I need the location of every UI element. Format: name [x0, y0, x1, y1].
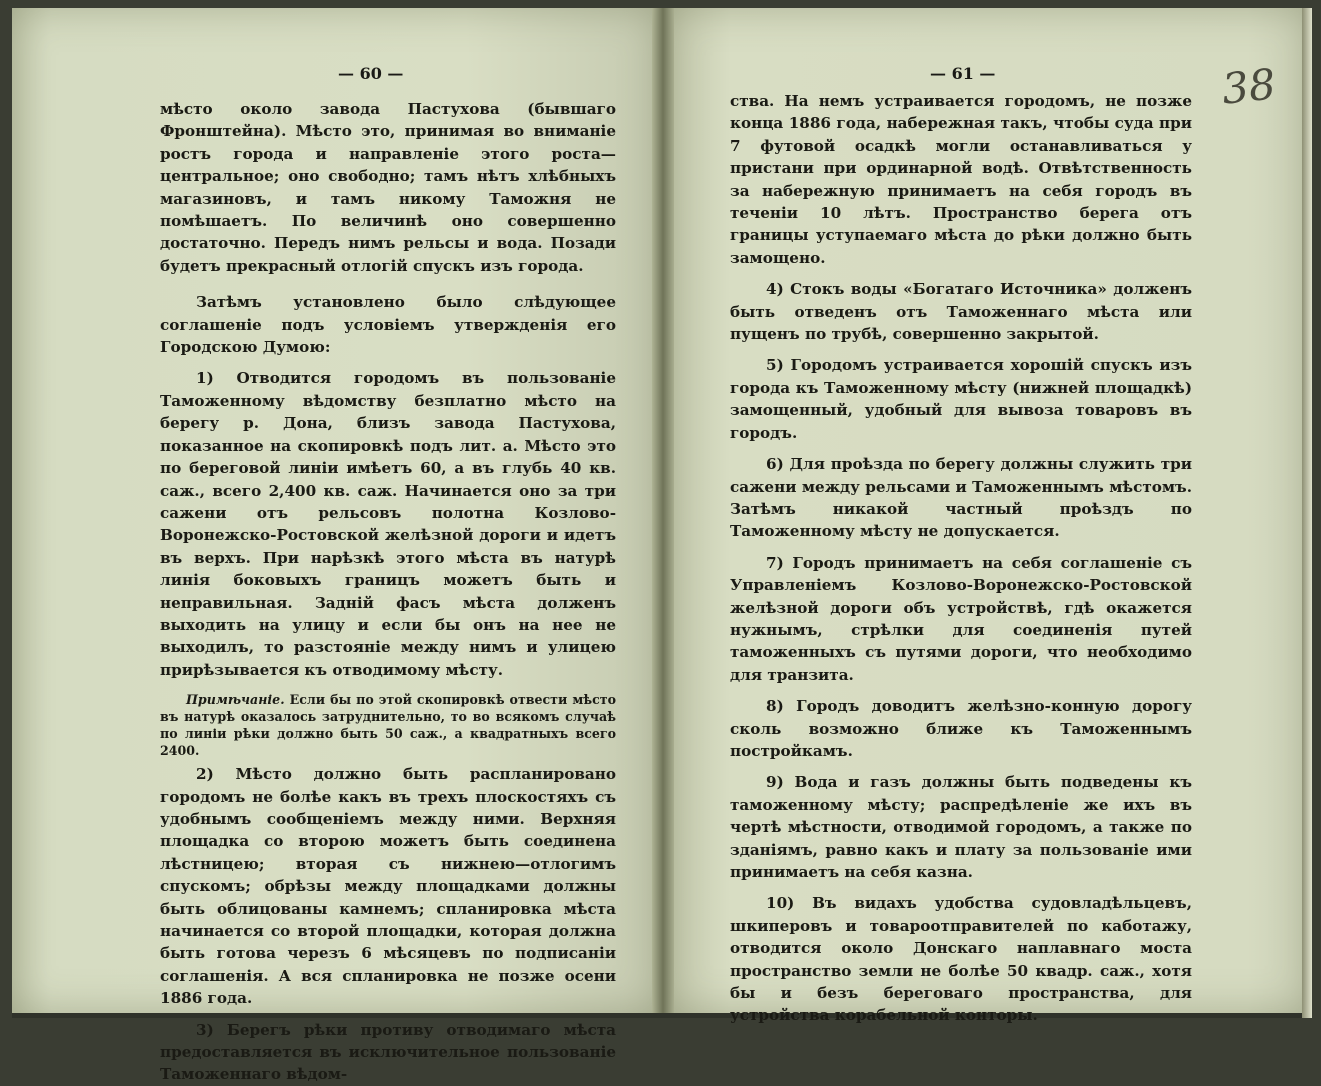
paragraph: Затѣмъ установлено было слѣдующее соглашеніе подъ условіемъ утвержденія его Городскою Думою: — [160, 293, 616, 357]
paragraph: 5) Городомъ устраивается хорошій спускъ изъ города къ Таможенному мѣсту (нижней площадкѣ) замощенный, удобный для вывоза товаровъ въ городъ. — [730, 356, 1192, 442]
paragraph: 1) Отводится городомъ въ пользованіе Таможенному вѣдомству безплатно мѣсто на берегу р. Дона, близъ завода Пастухова, показанное на скопировкѣ подъ лит. а. Мѣсто это по береговой линіи имѣетъ 60, а въ глубь 40 кв. саж., всего 2,400 кв. саж. Начинается оно за три сажени отъ рельсовъ полотна Козлово-Воронежско-Ростовской желѣзной дороги и идетъ въ верхъ. При нарѣзкѣ этого мѣста въ натурѣ линія боковыхъ границъ можетъ быть и неправильная. Задній фасъ мѣста долженъ выходить на улицу и если бы онъ на нее не выходилъ, то разстояніе между нимъ и улицею прирѣзывается къ отводимому мѣсту. — [160, 369, 616, 679]
paragraph: 2) Мѣсто должно быть распланировано городомъ не болѣе какъ въ трехъ плоскостяхъ съ удобнымъ сообщеніемъ между ними. Верхняя площадка со второю можетъ быть соединена лѣстницею; вторая съ нижнею—отлогимъ спускомъ; обрѣзы между площадками должны быть облицованы камнемъ; спланировка мѣста начинается со второй площадки, которая должна быть готова черезъ 6 мѣсяцевъ по подписаніи соглашенія. А вся спланировка не позже осени 1886 года. — [160, 765, 616, 1008]
paragraph: 3) Берегъ рѣки противу отводимаго мѣста предоставляется въ исключительное пользованіе Таможеннаго вѣдом- — [160, 1020, 616, 1084]
left-page-number: — 60 — — [338, 64, 404, 83]
paragraph: 7) Городъ принимаетъ на себя соглашеніе съ Управленіемъ Козлово-Воронежско-Ростовской желѣзной дороги объ устройствѣ, гдѣ окажется нужнымъ, стрѣлки для соединенія путей таможенныхъ съ путями дороги, что необходимо для транзита. — [730, 553, 1192, 684]
note-text: Если бы по этой скопировкѣ отвести мѣсто въ натурѣ оказалось затруднительно, то во всякомъ случаѣ по линіи рѣки должно быть 50 саж., а квадратныхъ всего 2400. — [160, 692, 616, 759]
note-heading: Примѣчаніе. — [186, 692, 285, 708]
paragraph: ства. На немъ устраивается городомъ, не позже конца 1886 года, набережная такъ, чтобы суда при 7 футовой осадкѣ могли останавливаться у пристани при ординарной водѣ. Отвѣтственность за набережную принимаетъ на себя городъ въ теченіи 10 лѣтъ. Пространство берега отъ границы уступаемаго мѣста до рѣки должно быть замощено. — [730, 92, 1192, 267]
paragraph: 6) Для проѣзда по берегу должны служить три сажени между рельсами и Таможеннымъ мѣстомъ. Затѣмъ никакой частный проѣздъ по Таможенному мѣсту не допускается. — [730, 455, 1192, 541]
paragraph: мѣсто около завода Пастухова (бывшаго Фронштейна). Мѣсто это, принимая во вниманіе ростъ города и направленіе этого роста—центральное; оно свободно; тамъ нѣтъ хлѣбныхъ магазиновъ, и тамъ никому Таможня не помѣшаетъ. По величинѣ оно совершенно достаточно. Передъ нимъ рельсы и вода. Позади будетъ прекрасный отлогій спускъ изъ города. — [160, 100, 616, 275]
right-text-column — [730, 90, 1192, 1027]
book-gutter — [652, 8, 674, 1013]
paragraph: 9) Вода и газъ должны быть подведены къ таможенному мѣсту; распредѣленіе же ихъ въ чертѣ мѣстности, отводимой городомъ, а также по зданіямъ, равно какъ и плату за пользованіе ими принимаетъ на себя казна. — [730, 773, 1192, 881]
page-edge — [1302, 8, 1312, 1018]
paragraph: 10) Въ видахъ удобства судовладѣльцевъ, шкиперовъ и товароотправителей по каботажу, отводится около Донскаго наплавнаго моста пространство земли не болѣе 50 квадр. саж., хотя бы и безъ береговаго пространства, для устройства корабельной конторы. — [730, 894, 1192, 1025]
footnote — [160, 691, 616, 759]
left-text-column — [160, 98, 616, 1086]
handwritten-folio-number: 38 — [1219, 59, 1278, 114]
right-page-number: — 61 — — [930, 64, 996, 83]
paragraph: 8) Городъ доводитъ желѣзно-конную дорогу сколь возможно ближе къ Таможеннымъ постройкамъ. — [730, 697, 1192, 760]
paragraph: 4) Стокъ воды «Богатаго Источника» долженъ быть отведенъ отъ Таможеннаго мѣста или пущенъ по трубѣ, совершенно закрытой. — [730, 280, 1192, 344]
